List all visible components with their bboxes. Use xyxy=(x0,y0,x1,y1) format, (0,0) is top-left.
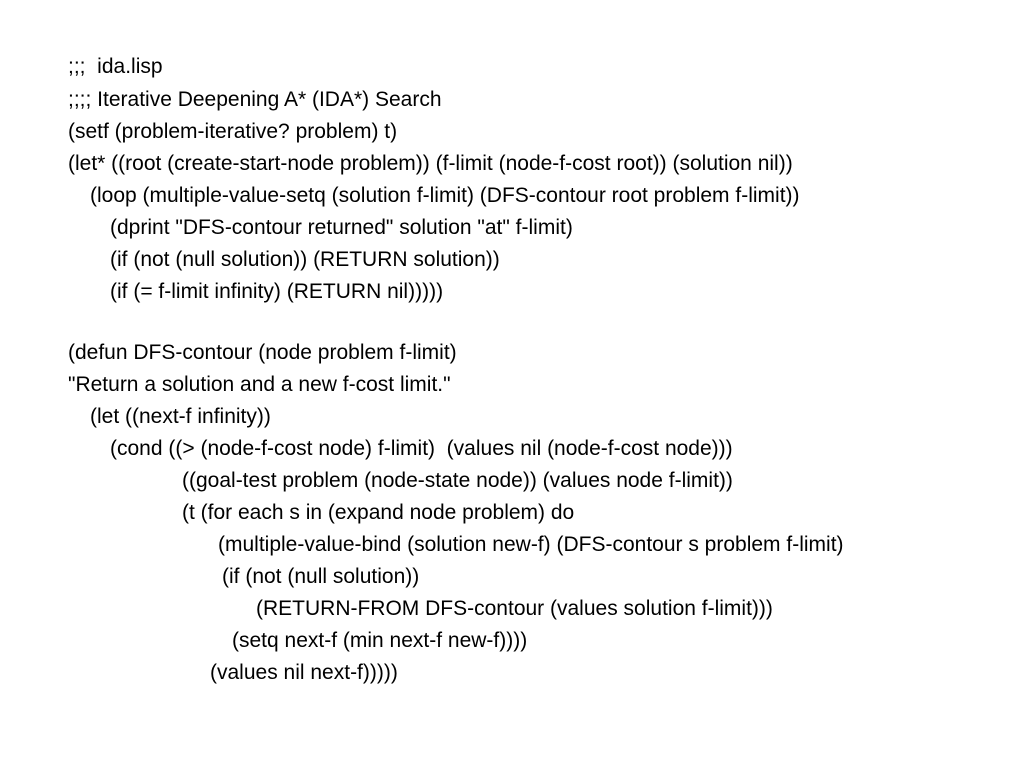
code-line-6: (dprint "DFS-contour returned" solution "at" f-limit) xyxy=(110,216,573,239)
code-line-11: (let ((next-f infinity)) xyxy=(90,405,271,428)
code-line-3: (setf (problem-iterative? problem) t) xyxy=(68,120,398,143)
code-line-5: (loop (multiple-value-setq (solution f-limit) (DFS-contour root problem f-limit)) xyxy=(90,184,800,207)
code-line-16: (if (not (null solution)) xyxy=(222,565,420,588)
code-line-10: "Return a solution and a new f-cost limit." xyxy=(68,373,451,396)
code-line-19: (values nil next-f))))) xyxy=(210,661,398,684)
code-line-13: ((goal-test problem (node-state node)) (values node f-limit)) xyxy=(182,469,733,492)
code-line-2: ;;;; Iterative Deepening A* (IDA*) Search xyxy=(68,88,442,111)
code-line-9: (defun DFS-contour (node problem f-limit) xyxy=(68,341,457,364)
code-line-1: ;;; ida.lisp xyxy=(68,55,163,78)
code-line-12: (cond ((> (node-f-cost node) f-limit) (values nil (node-f-cost node))) xyxy=(110,437,733,460)
code-line-17: (RETURN-FROM DFS-contour (values solution f-limit))) xyxy=(256,597,773,620)
code-line-8: (if (= f-limit infinity) (RETURN nil))))) xyxy=(110,280,444,303)
code-line-15: (multiple-value-bind (solution new-f) (DFS-contour s problem f-limit) xyxy=(218,533,844,556)
code-line-7: (if (not (null solution)) (RETURN solution)) xyxy=(110,248,500,271)
code-line-18: (setq next-f (min next-f new-f)))) xyxy=(232,629,528,652)
code-line-4: (let* ((root (create-start-node problem)) (f-limit (node-f-cost root)) (solution nil)) xyxy=(68,152,793,175)
code-line-14: (t (for each s in (expand node problem) do xyxy=(182,501,575,524)
